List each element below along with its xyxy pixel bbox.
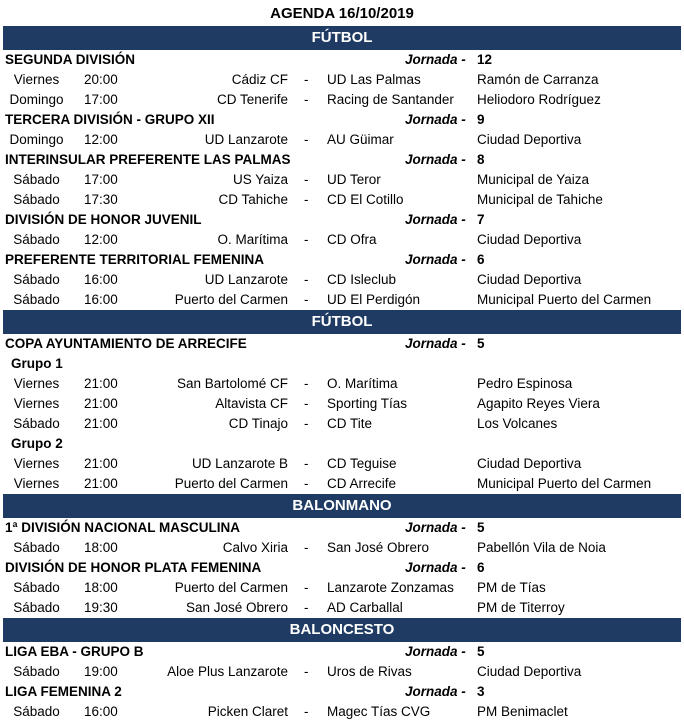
agenda-title: AGENDA 16/10/2019 xyxy=(270,5,414,22)
match-row xyxy=(0,270,684,290)
away-team: CD Teguise xyxy=(327,456,397,471)
home-team: CD Tenerife xyxy=(216,92,288,107)
away-team: CD Ofra xyxy=(327,232,377,247)
jornada-label: Jornada - xyxy=(405,212,466,227)
section-header: BALONCESTO xyxy=(3,618,681,642)
jornada-number: 5 xyxy=(477,520,485,535)
match-time: 12:00 xyxy=(84,132,118,147)
home-team: Picken Claret xyxy=(207,704,288,719)
home-team: UD Lanzarote xyxy=(204,132,288,147)
match-venue: Ciudad Deportiva xyxy=(477,232,582,247)
jornada-label: Jornada - xyxy=(405,520,466,535)
home-team: CD Tinajo xyxy=(228,416,288,431)
sport-section xyxy=(0,494,684,618)
versus-dash: - xyxy=(304,92,309,107)
match-day: Viernes xyxy=(13,72,60,87)
jornada-label: Jornada - xyxy=(405,112,466,127)
match-time: 16:00 xyxy=(84,704,118,719)
section-header: FÚTBOL xyxy=(3,26,681,50)
match-venue: Municipal Puerto del Carmen xyxy=(477,476,652,491)
match-day: Domingo xyxy=(9,92,64,107)
sport-section xyxy=(0,618,684,722)
versus-dash: - xyxy=(304,72,309,87)
competition-name: PREFERENTE TERRITORIAL FEMENINA xyxy=(5,252,265,267)
match-venue: Ciudad Deportiva xyxy=(477,272,582,287)
competition-row xyxy=(0,334,684,354)
section-header: FÚTBOL xyxy=(3,310,681,334)
match-day: Sábado xyxy=(13,580,60,595)
versus-dash: - xyxy=(304,132,309,147)
competition-name: LIGA FEMENINA 2 xyxy=(5,684,122,699)
match-row xyxy=(0,474,684,494)
competition-name: SEGUNDA DIVISIÓN xyxy=(5,52,136,67)
match-row xyxy=(0,70,684,90)
competition-name: INTERINSULAR PREFERENTE LAS PALMAS xyxy=(5,152,291,167)
home-team: Puerto del Carmen xyxy=(174,476,288,491)
jornada-number: 5 xyxy=(477,336,485,351)
versus-dash: - xyxy=(304,376,309,391)
match-venue: Municipal de Yaiza xyxy=(477,172,590,187)
home-team: Puerto del Carmen xyxy=(174,292,288,307)
jornada-label: Jornada - xyxy=(405,252,466,267)
match-day: Sábado xyxy=(13,172,60,187)
match-day: Sábado xyxy=(13,192,60,207)
competition-name: DIVISIÓN DE HONOR PLATA FEMENINA xyxy=(5,560,262,575)
jornada-number: 6 xyxy=(477,560,485,575)
match-row xyxy=(0,414,684,434)
jornada-label: Jornada - xyxy=(405,684,466,699)
away-team: AD Carballal xyxy=(327,600,403,615)
competition-row xyxy=(0,150,684,170)
match-day: Sábado xyxy=(13,292,60,307)
competition-name: COPA AYUNTAMIENTO DE ARRECIFE xyxy=(5,336,247,351)
match-day: Sábado xyxy=(13,664,60,679)
jornada-label: Jornada - xyxy=(405,336,466,351)
match-day: Viernes xyxy=(13,456,60,471)
competition-row xyxy=(0,518,684,538)
away-team: Racing de Santander xyxy=(327,92,454,107)
home-team: US Yaiza xyxy=(232,172,288,187)
versus-dash: - xyxy=(304,416,309,431)
match-venue: Municipal de Tahiche xyxy=(477,192,603,207)
jornada-number: 8 xyxy=(477,152,485,167)
away-team: CD El Cotillo xyxy=(327,192,404,207)
home-team: UD Lanzarote B xyxy=(191,456,288,471)
jornada-number: 9 xyxy=(477,112,485,127)
jornada-number: 7 xyxy=(477,212,485,227)
home-team: Aloe Plus Lanzarote xyxy=(167,664,288,679)
away-team: Sporting Tías xyxy=(327,396,408,411)
match-venue: Pabellón Vila de Noia xyxy=(477,540,606,555)
section-header: BALONMANO xyxy=(3,494,681,518)
away-team: Uros de Rivas xyxy=(327,664,412,679)
match-day: Sábado xyxy=(13,232,60,247)
versus-dash: - xyxy=(304,396,309,411)
match-time: 17:30 xyxy=(84,192,118,207)
home-team: CD Tahiche xyxy=(218,192,288,207)
match-venue: Ciudad Deportiva xyxy=(477,132,582,147)
home-team: San José Obrero xyxy=(185,600,288,615)
match-time: 16:00 xyxy=(84,272,118,287)
match-time: 18:00 xyxy=(84,580,118,595)
versus-dash: - xyxy=(304,540,309,555)
match-time: 21:00 xyxy=(84,416,118,431)
match-venue: Agapito Reyes Viera xyxy=(477,396,600,411)
competition-row xyxy=(0,682,684,702)
match-venue: PM de Titerroy xyxy=(477,600,565,615)
sport-section xyxy=(0,310,684,494)
match-venue: Municipal Puerto del Carmen xyxy=(477,292,652,307)
competition-name: LIGA EBA - GRUPO B xyxy=(5,644,144,659)
versus-dash: - xyxy=(304,476,309,491)
match-venue: Ciudad Deportiva xyxy=(477,664,582,679)
match-venue: Los Volcanes xyxy=(477,416,558,431)
match-venue: Ciudad Deportiva xyxy=(477,456,582,471)
match-row xyxy=(0,394,684,414)
match-time: 21:00 xyxy=(84,376,118,391)
away-team: UD Las Palmas xyxy=(327,72,421,87)
jornada-number: 12 xyxy=(477,52,493,67)
away-team: CD Isleclub xyxy=(327,272,397,287)
jornada-label: Jornada - xyxy=(405,560,466,575)
jornada-label: Jornada - xyxy=(405,152,466,167)
sport-section xyxy=(0,26,684,310)
match-row xyxy=(0,290,684,310)
versus-dash: - xyxy=(304,192,309,207)
home-team: Calvo Xiria xyxy=(222,540,288,555)
match-venue: PM Benimaclet xyxy=(477,704,568,719)
away-team: Lanzarote Zonzamas xyxy=(327,580,454,595)
match-venue: Pedro Espinosa xyxy=(477,376,573,391)
jornada-number: 6 xyxy=(477,252,485,267)
competition-name: DIVISIÓN DE HONOR JUVENIL xyxy=(5,212,202,227)
match-time: 21:00 xyxy=(84,396,118,411)
competition-row xyxy=(0,250,684,270)
competition-row xyxy=(0,110,684,130)
home-team: Puerto del Carmen xyxy=(174,580,288,595)
away-team: UD El Perdigón xyxy=(327,292,421,307)
match-time: 16:00 xyxy=(84,292,118,307)
match-time: 17:00 xyxy=(84,92,118,107)
competition-row xyxy=(0,558,684,578)
group-name: Grupo 1 xyxy=(11,356,63,371)
group-row xyxy=(0,434,684,454)
jornada-number: 5 xyxy=(477,644,485,659)
match-row xyxy=(0,130,684,150)
match-venue: Heliodoro Rodríguez xyxy=(477,92,601,107)
match-row xyxy=(0,454,684,474)
match-row xyxy=(0,702,684,722)
jornada-label: Jornada - xyxy=(405,52,466,67)
match-day: Sábado xyxy=(13,540,60,555)
match-day: Viernes xyxy=(13,376,60,391)
match-day: Domingo xyxy=(9,132,64,147)
match-day: Sábado xyxy=(13,416,60,431)
competition-row xyxy=(0,642,684,662)
away-team: Magec Tías CVG xyxy=(327,704,431,719)
versus-dash: - xyxy=(304,172,309,187)
versus-dash: - xyxy=(304,292,309,307)
home-team: UD Lanzarote xyxy=(204,272,288,287)
group-name: Grupo 2 xyxy=(11,436,63,451)
versus-dash: - xyxy=(304,232,309,247)
match-day: Viernes xyxy=(13,476,60,491)
match-row xyxy=(0,538,684,558)
match-row xyxy=(0,662,684,682)
match-row xyxy=(0,598,684,618)
versus-dash: - xyxy=(304,580,309,595)
versus-dash: - xyxy=(304,664,309,679)
match-time: 18:00 xyxy=(84,540,118,555)
jornada-number: 3 xyxy=(477,684,485,699)
match-venue: Ramón de Carranza xyxy=(477,72,599,87)
jornada-label: Jornada - xyxy=(405,644,466,659)
match-time: 21:00 xyxy=(84,456,118,471)
away-team: AU Güimar xyxy=(327,132,394,147)
match-row xyxy=(0,578,684,598)
versus-dash: - xyxy=(304,272,309,287)
away-team: O. Marítima xyxy=(327,376,398,391)
away-team: San José Obrero xyxy=(327,540,430,555)
home-team: O. Marítima xyxy=(217,232,288,247)
versus-dash: - xyxy=(304,600,309,615)
match-time: 20:00 xyxy=(84,72,118,87)
competition-name: TERCERA DIVISIÓN - GRUPO XII xyxy=(5,112,215,127)
agenda-sections xyxy=(0,26,684,722)
match-time: 12:00 xyxy=(84,232,118,247)
match-time: 19:00 xyxy=(84,664,118,679)
match-row xyxy=(0,90,684,110)
competition-row xyxy=(0,50,684,70)
versus-dash: - xyxy=(304,456,309,471)
group-row xyxy=(0,354,684,374)
match-row xyxy=(0,190,684,210)
away-team: CD Arrecife xyxy=(327,476,397,491)
match-row xyxy=(0,170,684,190)
match-time: 19:30 xyxy=(84,600,118,615)
away-team: UD Teror xyxy=(327,172,381,187)
match-venue: PM de Tías xyxy=(477,580,546,595)
away-team: CD Tite xyxy=(327,416,373,431)
home-team: Altavista CF xyxy=(215,396,288,411)
match-time: 21:00 xyxy=(84,476,118,491)
home-team: Cádiz CF xyxy=(231,72,288,87)
match-day: Sábado xyxy=(13,600,60,615)
match-row xyxy=(0,230,684,250)
match-time: 17:00 xyxy=(84,172,118,187)
match-day: Sábado xyxy=(13,272,60,287)
competition-name: 1ª DIVISIÓN NACIONAL MASCULINA xyxy=(5,520,241,535)
home-team: San Bartolomé CF xyxy=(176,376,288,391)
match-row xyxy=(0,374,684,394)
match-day: Sábado xyxy=(13,704,60,719)
match-day: Viernes xyxy=(13,396,60,411)
competition-row xyxy=(0,210,684,230)
versus-dash: - xyxy=(304,704,309,719)
